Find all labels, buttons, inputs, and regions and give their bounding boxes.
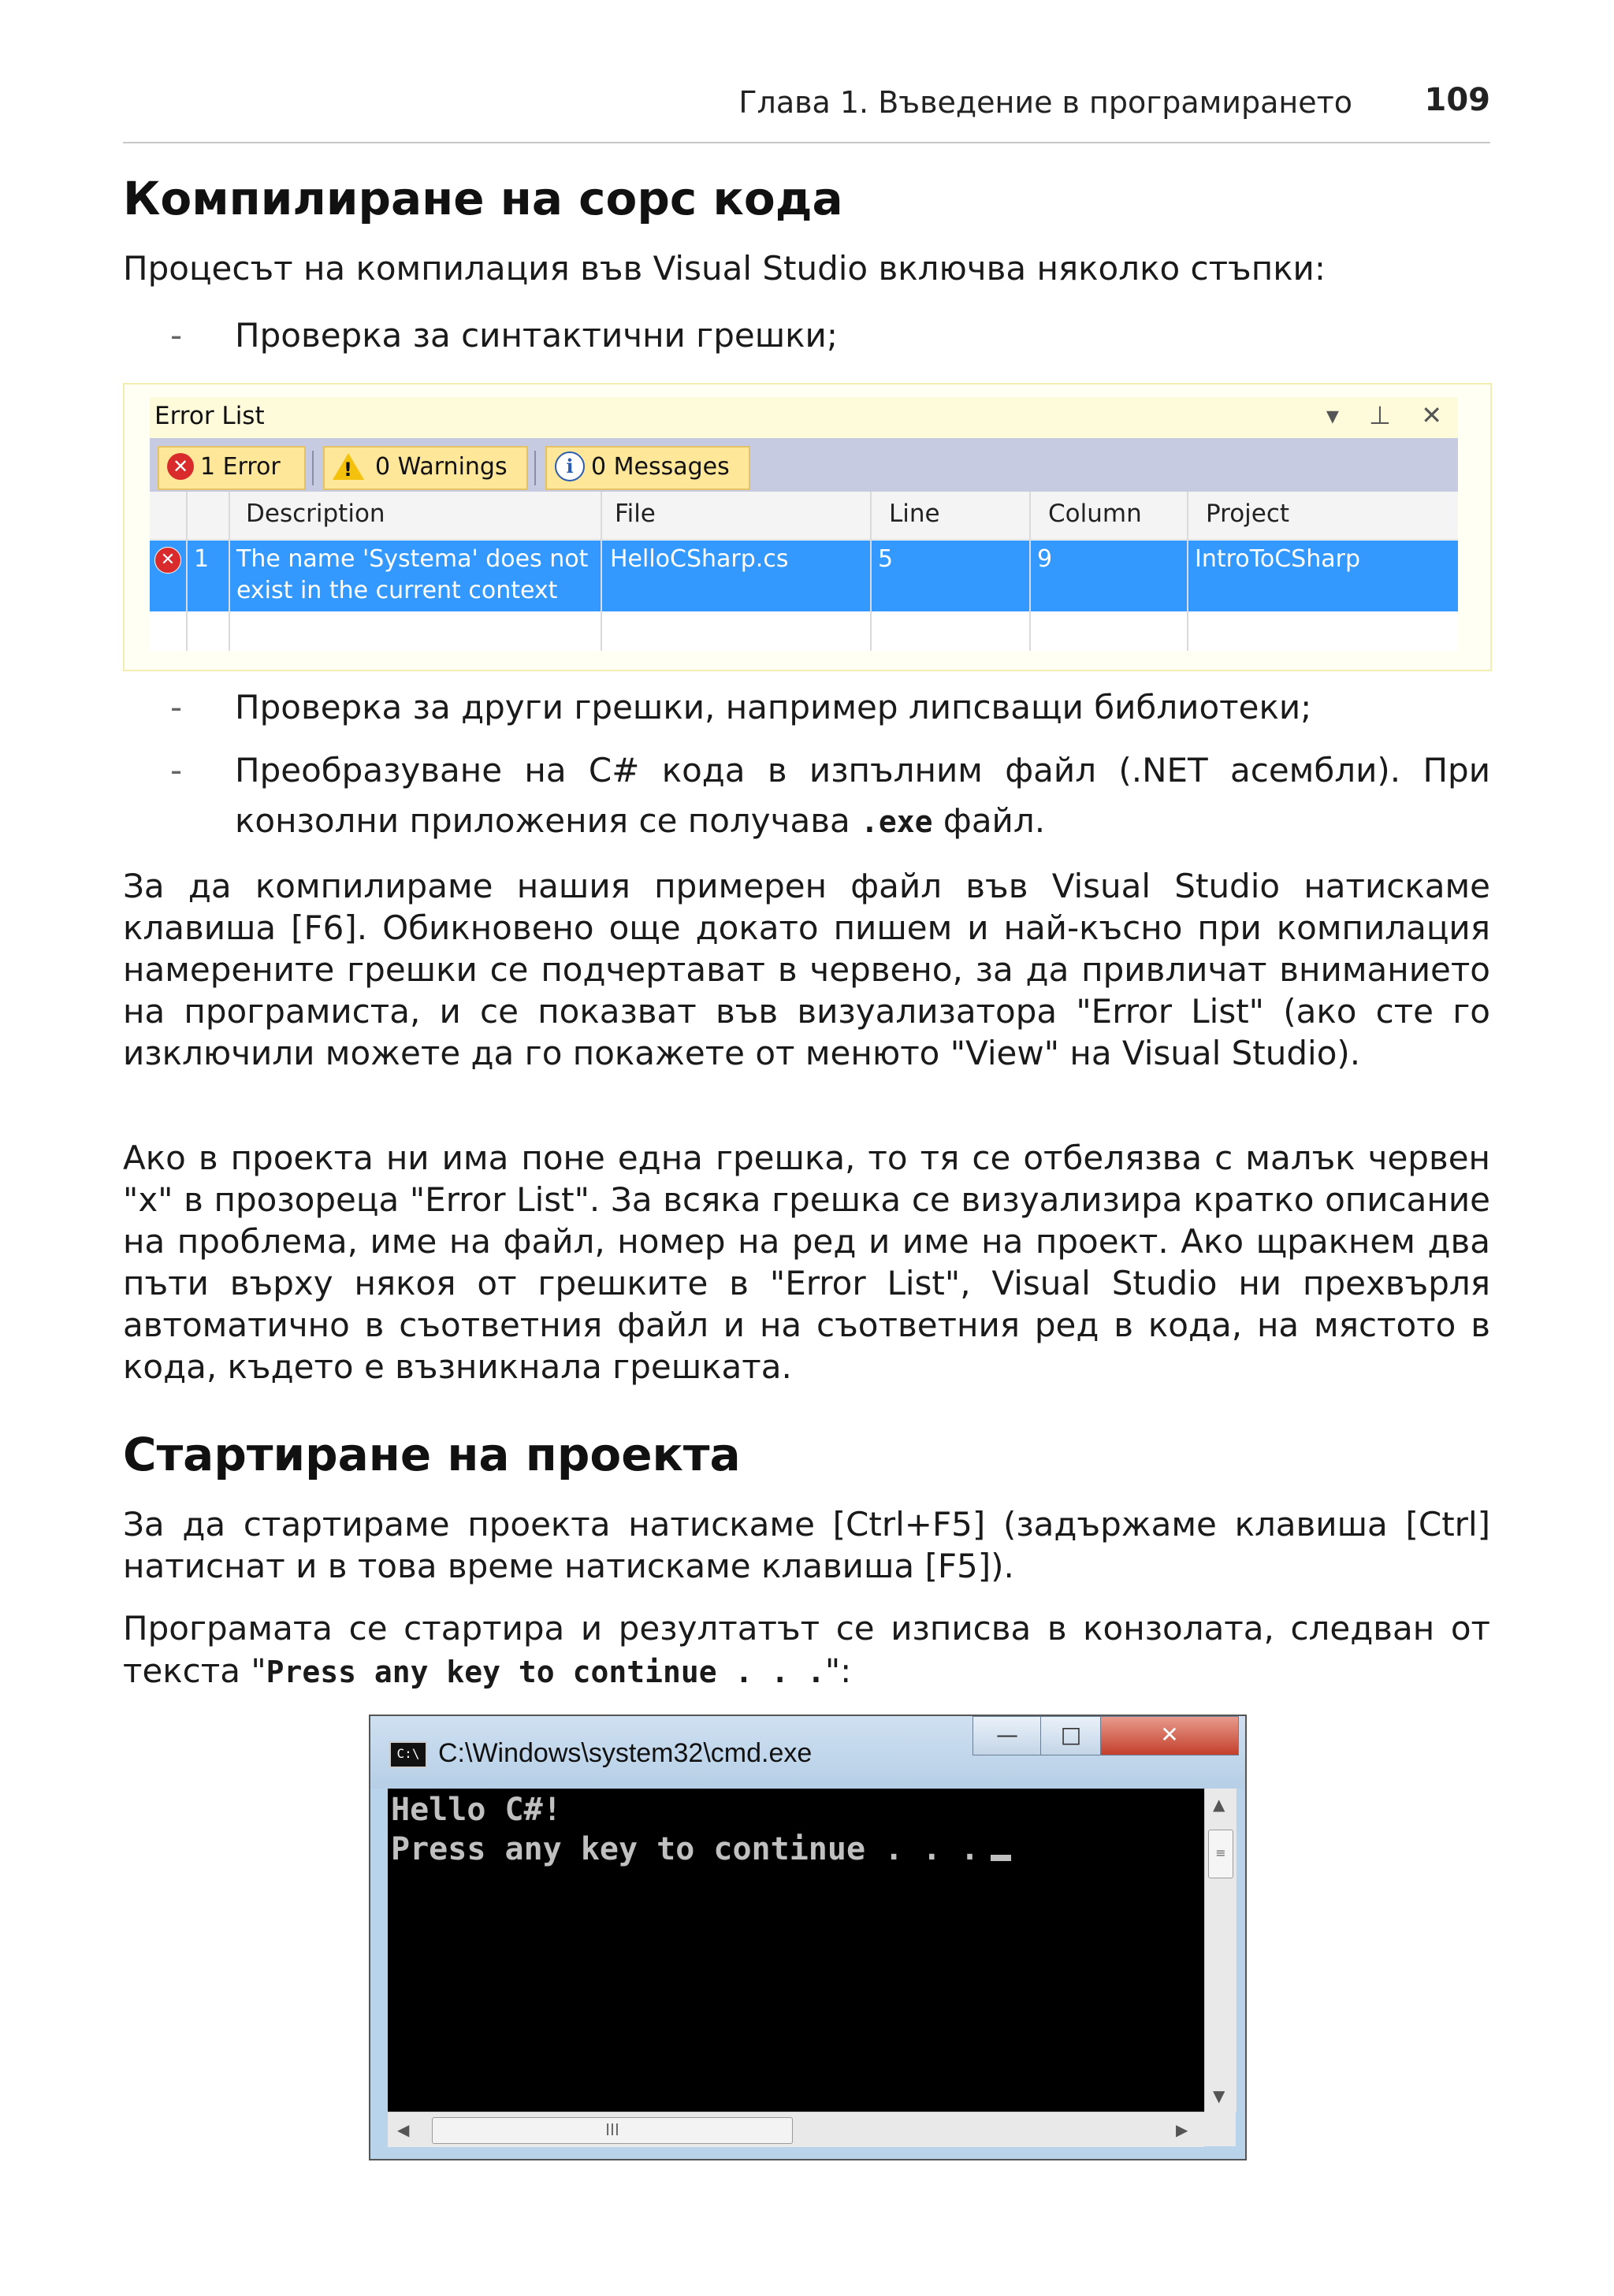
maximize-button[interactable]: □ bbox=[1040, 1716, 1102, 1755]
bullet-convert-exe bbox=[123, 745, 1490, 846]
vertical-scroll-thumb[interactable]: ≡ bbox=[1208, 1830, 1233, 1878]
console-title: C:\Windows\system32\cmd.exe bbox=[438, 1738, 813, 1768]
bullet-text bbox=[235, 745, 1490, 847]
error-row-project: IntroToCSharp bbox=[1195, 545, 1360, 573]
bullet-dash: - bbox=[170, 751, 183, 789]
paragraph-compile-f6: За да компилираме нашия примерен файл във Visual Studio натискаме клавиша [F6]. Обикновено още докато пишем и най-късно при компилация намерените грешки се подчертават в червено, за да привличат вниманието на програмиста, и се показват във визуализатора "Error List" (ако сте го изключили можете да го покажете от менюто "View" на Visual Studio). bbox=[123, 867, 1490, 1072]
error-list-column-headers bbox=[150, 492, 1458, 540]
toolbar-separator bbox=[312, 451, 314, 485]
paragraph-program-start: Програмата се стартира и резултатът се изписва в конзолата, следван от bbox=[123, 1609, 1490, 1648]
window-controls bbox=[972, 1716, 1237, 1755]
column-divider bbox=[870, 492, 872, 651]
vertical-scrollbar[interactable] bbox=[1204, 1789, 1237, 2112]
column-divider bbox=[601, 492, 602, 651]
column-header-column[interactable]: Column bbox=[1048, 500, 1142, 528]
errors-button-label: 1 Error bbox=[200, 453, 281, 481]
column-divider bbox=[1029, 492, 1031, 651]
text-cursor bbox=[991, 1855, 1011, 1861]
error-row[interactable] bbox=[150, 541, 1458, 611]
bullet-syntax-check bbox=[123, 310, 1490, 361]
column-header-line[interactable]: Line bbox=[889, 500, 940, 528]
bullet-dash: - bbox=[170, 316, 183, 355]
scroll-up-icon[interactable]: ▲ bbox=[1213, 1795, 1225, 1814]
messages-button-label: 0 Messages bbox=[591, 453, 730, 481]
error-icon: ✕ bbox=[167, 453, 194, 480]
bullet-text-part: файл. bbox=[932, 801, 1046, 840]
error-row-number: 1 bbox=[194, 545, 210, 573]
error-list-empty-area bbox=[150, 611, 1458, 651]
paragraph-ctrl-f5: За да стартираме проекта натискаме [Ctrl+F5] (задържаме клавиша [Ctrl] натиснат и в това време натискаме клавиша [F5]). bbox=[123, 1505, 1490, 1585]
running-header bbox=[123, 82, 1490, 143]
error-row-file: HelloCSharp.cs bbox=[610, 545, 789, 573]
column-header-file[interactable]: File bbox=[615, 500, 656, 528]
warnings-button-label: 0 Warnings bbox=[375, 453, 508, 481]
close-button[interactable]: ✕ bbox=[1100, 1716, 1239, 1755]
toolbar-separator bbox=[534, 451, 536, 485]
error-row-icon: ✕ bbox=[154, 547, 181, 574]
error-list-panel bbox=[150, 397, 1458, 657]
bullet-dash: - bbox=[170, 688, 183, 726]
error-list-title: Error List bbox=[154, 402, 265, 430]
column-header-project[interactable]: Project bbox=[1206, 500, 1290, 528]
console-titlebar[interactable] bbox=[370, 1716, 1245, 1789]
intro-paragraph: Процесът на компилация във Visual Studio включва няколко стъпки: bbox=[123, 249, 1326, 288]
horizontal-scrollbar[interactable] bbox=[388, 2112, 1204, 2147]
info-icon: i bbox=[555, 451, 585, 481]
column-divider bbox=[1187, 492, 1188, 651]
error-row-description-line1: The name 'Systema' does not bbox=[236, 545, 589, 573]
error-row-column: 9 bbox=[1037, 545, 1053, 573]
text-prefix: текста " bbox=[123, 1651, 266, 1690]
column-divider bbox=[186, 492, 188, 651]
warning-icon: ! bbox=[333, 453, 364, 480]
warnings-filter-button[interactable] bbox=[323, 446, 528, 490]
bullet-text: Проверка за синтактични грешки; bbox=[235, 316, 838, 355]
console-output[interactable] bbox=[388, 1789, 1204, 2112]
errors-filter-button[interactable] bbox=[158, 446, 306, 490]
paragraph-error-list: Ако в проекта ни има поне една грешка, то тя се отбелязва с малък червен "x" в прозореца "Error List". За всяка грешка се визуализира кратко описание на проблема, име на файл, номер на ред и име на проект. Ако щракнем два пъти върху някоя от грешките в "Error List", Visual Studio ни прехвърля автоматично в съответния файл и на съответния ред в кода, на мястото в кода, където е възникнала грешката. bbox=[123, 1139, 1490, 1386]
console-line-1: Hello C#! bbox=[391, 1792, 562, 1828]
console-line-2 bbox=[391, 1831, 1011, 1867]
minimize-button[interactable]: — bbox=[972, 1716, 1042, 1755]
scroll-left-icon[interactable]: ◀ bbox=[397, 2120, 410, 2139]
section-heading-run: Стартиране на проекта bbox=[123, 1428, 741, 1481]
resize-grip-icon[interactable] bbox=[1204, 2112, 1236, 2146]
code-press-any-key: Press any key to continue . . . bbox=[266, 1655, 825, 1689]
section-heading-compile: Компилиране на сорс кода bbox=[123, 172, 843, 225]
messages-filter-button[interactable] bbox=[545, 446, 750, 490]
scroll-right-icon[interactable]: ▶ bbox=[1176, 2120, 1188, 2139]
bullet-text: Проверка за други грешки, например липсващи библиотеки; bbox=[235, 688, 1312, 726]
error-row-line: 5 bbox=[878, 545, 894, 573]
panel-window-icons[interactable]: ▾ ⊥ ✕ bbox=[1326, 400, 1453, 430]
error-list-toolbar bbox=[150, 438, 1458, 492]
bullet-other-errors bbox=[123, 682, 1490, 733]
code-exe: .exe bbox=[861, 804, 933, 839]
console-app-icon: C:\ bbox=[389, 1741, 427, 1768]
console-window bbox=[369, 1715, 1247, 2160]
column-header-description[interactable]: Description bbox=[246, 500, 385, 528]
horizontal-scroll-thumb[interactable]: III bbox=[432, 2117, 793, 2144]
error-list-titlebar bbox=[150, 397, 1458, 438]
bullet-text-part: Преобразуване на C# кода в изпълним файл (.NET асембли). При конзолни приложения се получава bbox=[235, 751, 1490, 840]
chapter-title: Глава 1. Въведение в програмирането bbox=[738, 85, 1352, 120]
scroll-down-icon[interactable]: ▼ bbox=[1213, 2086, 1225, 2105]
console-line-2-text: Press any key to continue . . . bbox=[391, 1831, 980, 1867]
paragraph-program-start-cont bbox=[123, 1650, 851, 1693]
error-row-description-line2: exist in the current context bbox=[236, 577, 558, 604]
page-number: 109 bbox=[1424, 82, 1490, 118]
column-divider bbox=[229, 492, 230, 651]
text-suffix: ": bbox=[824, 1651, 852, 1690]
